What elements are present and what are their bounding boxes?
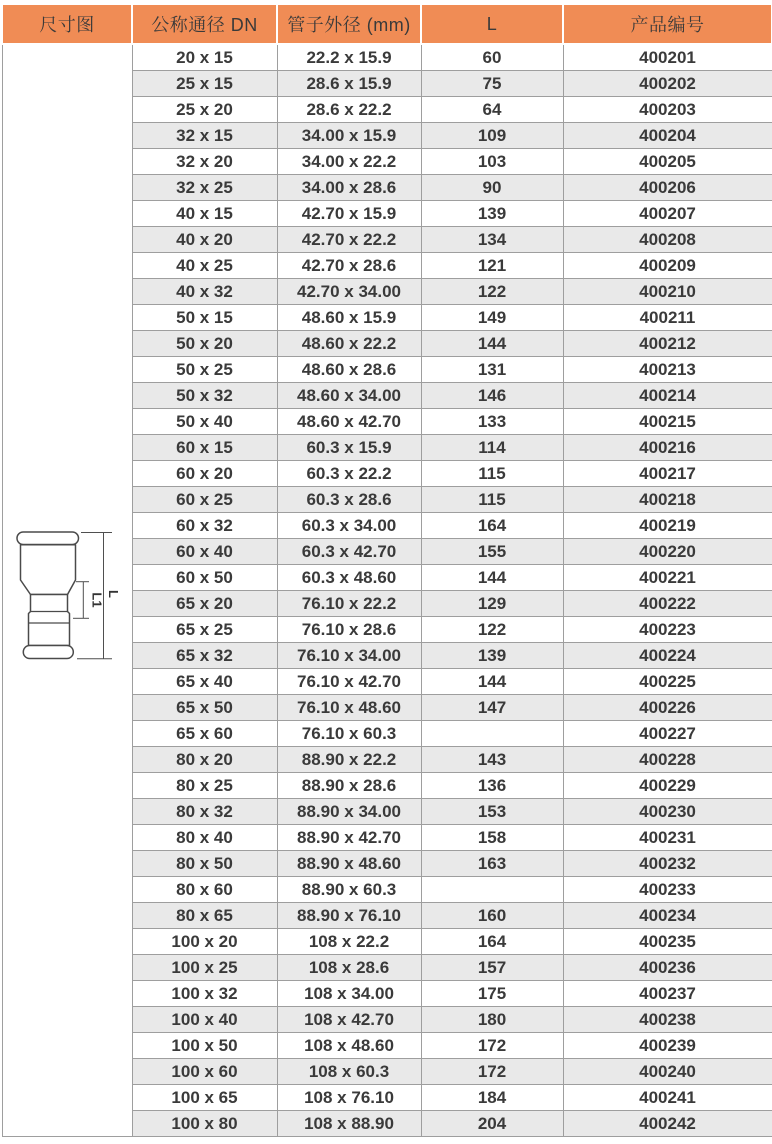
nominal-diameter-cell: 60 x 25 <box>132 487 277 513</box>
outer-diameter-cell: 60.3 x 28.6 <box>277 487 421 513</box>
nominal-diameter-cell: 65 x 50 <box>132 695 277 721</box>
l-length-cell: 121 <box>421 253 563 279</box>
header-product-code: 产品编号 <box>563 5 772 44</box>
outer-diameter-cell: 76.10 x 34.00 <box>277 643 421 669</box>
nominal-diameter-cell: 32 x 25 <box>132 175 277 201</box>
outer-diameter-cell: 76.10 x 60.3 <box>277 721 421 747</box>
l-length-cell: 172 <box>421 1059 563 1085</box>
nominal-diameter-cell: 100 x 20 <box>132 929 277 955</box>
outer-diameter-cell: 48.60 x 34.00 <box>277 383 421 409</box>
l-length-cell: 204 <box>421 1111 563 1137</box>
outer-diameter-cell: 42.70 x 22.2 <box>277 227 421 253</box>
nominal-diameter-cell: 100 x 60 <box>132 1059 277 1085</box>
product-code-cell: 400233 <box>563 877 772 903</box>
l-length-cell: 143 <box>421 747 563 773</box>
l-length-cell: 131 <box>421 357 563 383</box>
product-code-cell: 400217 <box>563 461 772 487</box>
product-code-cell: 400215 <box>563 409 772 435</box>
nominal-diameter-cell: 60 x 32 <box>132 513 277 539</box>
outer-diameter-cell: 108 x 34.00 <box>277 981 421 1007</box>
upper-socket-body <box>20 544 75 594</box>
outer-diameter-cell: 88.90 x 42.70 <box>277 825 421 851</box>
product-code-cell: 400204 <box>563 123 772 149</box>
l-length-cell: 139 <box>421 643 563 669</box>
l-length-cell <box>421 877 563 903</box>
product-code-cell: 400237 <box>563 981 772 1007</box>
nominal-diameter-cell: 100 x 40 <box>132 1007 277 1033</box>
table-row <box>2 44 772 71</box>
outer-diameter-cell: 60.3 x 42.70 <box>277 539 421 565</box>
nominal-diameter-cell: 80 x 32 <box>132 799 277 825</box>
product-code-cell: 400201 <box>563 44 772 71</box>
product-code-cell: 400229 <box>563 773 772 799</box>
nominal-diameter-cell: 40 x 25 <box>132 253 277 279</box>
product-code-cell: 400206 <box>563 175 772 201</box>
product-code-cell: 400234 <box>563 903 772 929</box>
product-code-cell: 400240 <box>563 1059 772 1085</box>
header-nominal-diameter-dn: 公称通径 DN <box>132 5 277 44</box>
outer-diameter-cell: 76.10 x 22.2 <box>277 591 421 617</box>
l-length-cell: 114 <box>421 435 563 461</box>
product-code-cell: 400242 <box>563 1111 772 1137</box>
outer-diameter-cell: 42.70 x 15.9 <box>277 201 421 227</box>
nominal-diameter-cell: 50 x 40 <box>132 409 277 435</box>
nominal-diameter-cell: 80 x 20 <box>132 747 277 773</box>
product-code-cell: 400235 <box>563 929 772 955</box>
l-length-cell: 144 <box>421 669 563 695</box>
outer-diameter-cell: 34.00 x 22.2 <box>277 149 421 175</box>
dim-label-l: L <box>105 589 121 598</box>
l-length-cell: 139 <box>421 201 563 227</box>
l-length-cell: 64 <box>421 97 563 123</box>
product-code-cell: 400218 <box>563 487 772 513</box>
product-code-cell: 400231 <box>563 825 772 851</box>
l-length-cell: 155 <box>421 539 563 565</box>
l-length-cell: 184 <box>421 1085 563 1111</box>
product-code-cell: 400213 <box>563 357 772 383</box>
l-length-cell: 134 <box>421 227 563 253</box>
product-code-cell: 400225 <box>563 669 772 695</box>
l-length-cell: 129 <box>421 591 563 617</box>
product-code-cell: 400238 <box>563 1007 772 1033</box>
product-code-cell: 400210 <box>563 279 772 305</box>
product-code-cell: 400223 <box>563 617 772 643</box>
l-length-cell: 164 <box>421 513 563 539</box>
outer-diameter-cell: 76.10 x 28.6 <box>277 617 421 643</box>
nominal-diameter-cell: 20 x 15 <box>132 44 277 71</box>
l-length-cell: 133 <box>421 409 563 435</box>
outer-diameter-cell: 48.60 x 42.70 <box>277 409 421 435</box>
product-code-cell: 400239 <box>563 1033 772 1059</box>
nominal-diameter-cell: 50 x 32 <box>132 383 277 409</box>
outer-diameter-cell: 76.10 x 42.70 <box>277 669 421 695</box>
l-length-cell: 180 <box>421 1007 563 1033</box>
outer-diameter-cell: 22.2 x 15.9 <box>277 44 421 71</box>
product-code-cell: 400224 <box>563 643 772 669</box>
outer-diameter-cell: 60.3 x 22.2 <box>277 461 421 487</box>
dimension-diagram-cell <box>2 44 132 1137</box>
l-length-cell: 146 <box>421 383 563 409</box>
product-code-cell: 400232 <box>563 851 772 877</box>
table-header-row <box>2 5 772 44</box>
product-code-cell: 400211 <box>563 305 772 331</box>
l-length-cell: 122 <box>421 617 563 643</box>
outer-diameter-cell: 88.90 x 76.10 <box>277 903 421 929</box>
nominal-diameter-cell: 65 x 25 <box>132 617 277 643</box>
nominal-diameter-cell: 32 x 20 <box>132 149 277 175</box>
outer-diameter-cell: 108 x 88.90 <box>277 1111 421 1137</box>
nominal-diameter-cell: 60 x 40 <box>132 539 277 565</box>
l-length-cell: 153 <box>421 799 563 825</box>
outer-diameter-cell: 48.60 x 28.6 <box>277 357 421 383</box>
l-length-cell: 149 <box>421 305 563 331</box>
l-length-cell: 115 <box>421 487 563 513</box>
l-length-cell: 175 <box>421 981 563 1007</box>
product-code-cell: 400209 <box>563 253 772 279</box>
nominal-diameter-cell: 40 x 15 <box>132 201 277 227</box>
outer-diameter-cell: 88.90 x 48.60 <box>277 851 421 877</box>
nominal-diameter-cell: 65 x 60 <box>132 721 277 747</box>
nominal-diameter-cell: 100 x 50 <box>132 1033 277 1059</box>
product-code-cell: 400208 <box>563 227 772 253</box>
nominal-diameter-cell: 100 x 65 <box>132 1085 277 1111</box>
outer-diameter-cell: 48.60 x 15.9 <box>277 305 421 331</box>
outer-diameter-cell: 34.00 x 15.9 <box>277 123 421 149</box>
nominal-diameter-cell: 40 x 32 <box>132 279 277 305</box>
l-length-cell: 75 <box>421 71 563 97</box>
nominal-diameter-cell: 60 x 50 <box>132 565 277 591</box>
l-length-cell: 122 <box>421 279 563 305</box>
nominal-diameter-cell: 50 x 25 <box>132 357 277 383</box>
l-length-cell: 157 <box>421 955 563 981</box>
outer-diameter-cell: 76.10 x 48.60 <box>277 695 421 721</box>
nominal-diameter-cell: 65 x 40 <box>132 669 277 695</box>
outer-diameter-cell: 88.90 x 34.00 <box>277 799 421 825</box>
l-length-cell <box>421 721 563 747</box>
header-pipe-outer-diameter: 管子外径 (mm) <box>277 5 421 44</box>
product-code-cell: 400202 <box>563 71 772 97</box>
l-length-cell: 164 <box>421 929 563 955</box>
product-code-cell: 400214 <box>563 383 772 409</box>
outer-diameter-cell: 108 x 22.2 <box>277 929 421 955</box>
nominal-diameter-cell: 100 x 25 <box>132 955 277 981</box>
outer-diameter-cell: 42.70 x 34.00 <box>277 279 421 305</box>
l-length-cell: 103 <box>421 149 563 175</box>
outer-diameter-cell: 108 x 42.70 <box>277 1007 421 1033</box>
outer-diameter-cell: 108 x 48.60 <box>277 1033 421 1059</box>
lower-socket-body <box>28 594 69 645</box>
outer-diameter-cell: 108 x 60.3 <box>277 1059 421 1085</box>
outer-diameter-cell: 28.6 x 22.2 <box>277 97 421 123</box>
nominal-diameter-cell: 100 x 32 <box>132 981 277 1007</box>
nominal-diameter-cell: 80 x 25 <box>132 773 277 799</box>
nominal-diameter-cell: 25 x 15 <box>132 71 277 97</box>
l-length-cell: 158 <box>421 825 563 851</box>
reducing-coupling-drawing <box>5 516 130 666</box>
nominal-diameter-cell: 65 x 20 <box>132 591 277 617</box>
outer-diameter-cell: 34.00 x 28.6 <box>277 175 421 201</box>
nominal-diameter-cell: 50 x 20 <box>132 331 277 357</box>
l-length-cell: 136 <box>421 773 563 799</box>
nominal-diameter-cell: 60 x 20 <box>132 461 277 487</box>
outer-diameter-cell: 108 x 28.6 <box>277 955 421 981</box>
product-code-cell: 400241 <box>563 1085 772 1111</box>
l-length-cell: 144 <box>421 331 563 357</box>
l-length-cell: 90 <box>421 175 563 201</box>
outer-diameter-cell: 60.3 x 34.00 <box>277 513 421 539</box>
l-length-cell: 163 <box>421 851 563 877</box>
nominal-diameter-cell: 32 x 15 <box>132 123 277 149</box>
product-code-cell: 400205 <box>563 149 772 175</box>
outer-diameter-cell: 48.60 x 22.2 <box>277 331 421 357</box>
top-bead <box>17 532 79 545</box>
l-length-cell: 160 <box>421 903 563 929</box>
l-length-cell: 172 <box>421 1033 563 1059</box>
outer-diameter-cell: 60.3 x 15.9 <box>277 435 421 461</box>
product-code-cell: 400219 <box>563 513 772 539</box>
product-code-cell: 400227 <box>563 721 772 747</box>
nominal-diameter-cell: 60 x 15 <box>132 435 277 461</box>
nominal-diameter-cell: 65 x 32 <box>132 643 277 669</box>
outer-diameter-cell: 60.3 x 48.60 <box>277 565 421 591</box>
nominal-diameter-cell: 80 x 65 <box>132 903 277 929</box>
nominal-diameter-cell: 80 x 50 <box>132 851 277 877</box>
bottom-bead <box>23 645 73 658</box>
dim-label-l1: L1 <box>89 591 104 608</box>
l-length-cell: 109 <box>421 123 563 149</box>
header-l-length: L <box>421 5 563 44</box>
product-code-cell: 400212 <box>563 331 772 357</box>
product-code-cell: 400228 <box>563 747 772 773</box>
nominal-diameter-cell: 50 x 15 <box>132 305 277 331</box>
header-dimension-diagram: 尺寸图 <box>2 5 132 44</box>
outer-diameter-cell: 88.90 x 28.6 <box>277 773 421 799</box>
outer-diameter-cell: 108 x 76.10 <box>277 1085 421 1111</box>
outer-diameter-cell: 28.6 x 15.9 <box>277 71 421 97</box>
l-length-cell: 60 <box>421 44 563 71</box>
product-code-cell: 400226 <box>563 695 772 721</box>
product-spec-table <box>1 5 772 1137</box>
product-code-cell: 400203 <box>563 97 772 123</box>
product-code-cell: 400220 <box>563 539 772 565</box>
table-body <box>2 44 772 1137</box>
product-code-cell: 400222 <box>563 591 772 617</box>
product-code-cell: 400221 <box>563 565 772 591</box>
l-length-cell: 147 <box>421 695 563 721</box>
nominal-diameter-cell: 80 x 40 <box>132 825 277 851</box>
product-code-cell: 400216 <box>563 435 772 461</box>
nominal-diameter-cell: 25 x 20 <box>132 97 277 123</box>
outer-diameter-cell: 88.90 x 22.2 <box>277 747 421 773</box>
nominal-diameter-cell: 100 x 80 <box>132 1111 277 1137</box>
outer-diameter-cell: 42.70 x 28.6 <box>277 253 421 279</box>
nominal-diameter-cell: 80 x 60 <box>132 877 277 903</box>
product-code-cell: 400207 <box>563 201 772 227</box>
nominal-diameter-cell: 40 x 20 <box>132 227 277 253</box>
l-length-cell: 115 <box>421 461 563 487</box>
product-code-cell: 400230 <box>563 799 772 825</box>
outer-diameter-cell: 88.90 x 60.3 <box>277 877 421 903</box>
l-length-cell: 144 <box>421 565 563 591</box>
product-code-cell: 400236 <box>563 955 772 981</box>
